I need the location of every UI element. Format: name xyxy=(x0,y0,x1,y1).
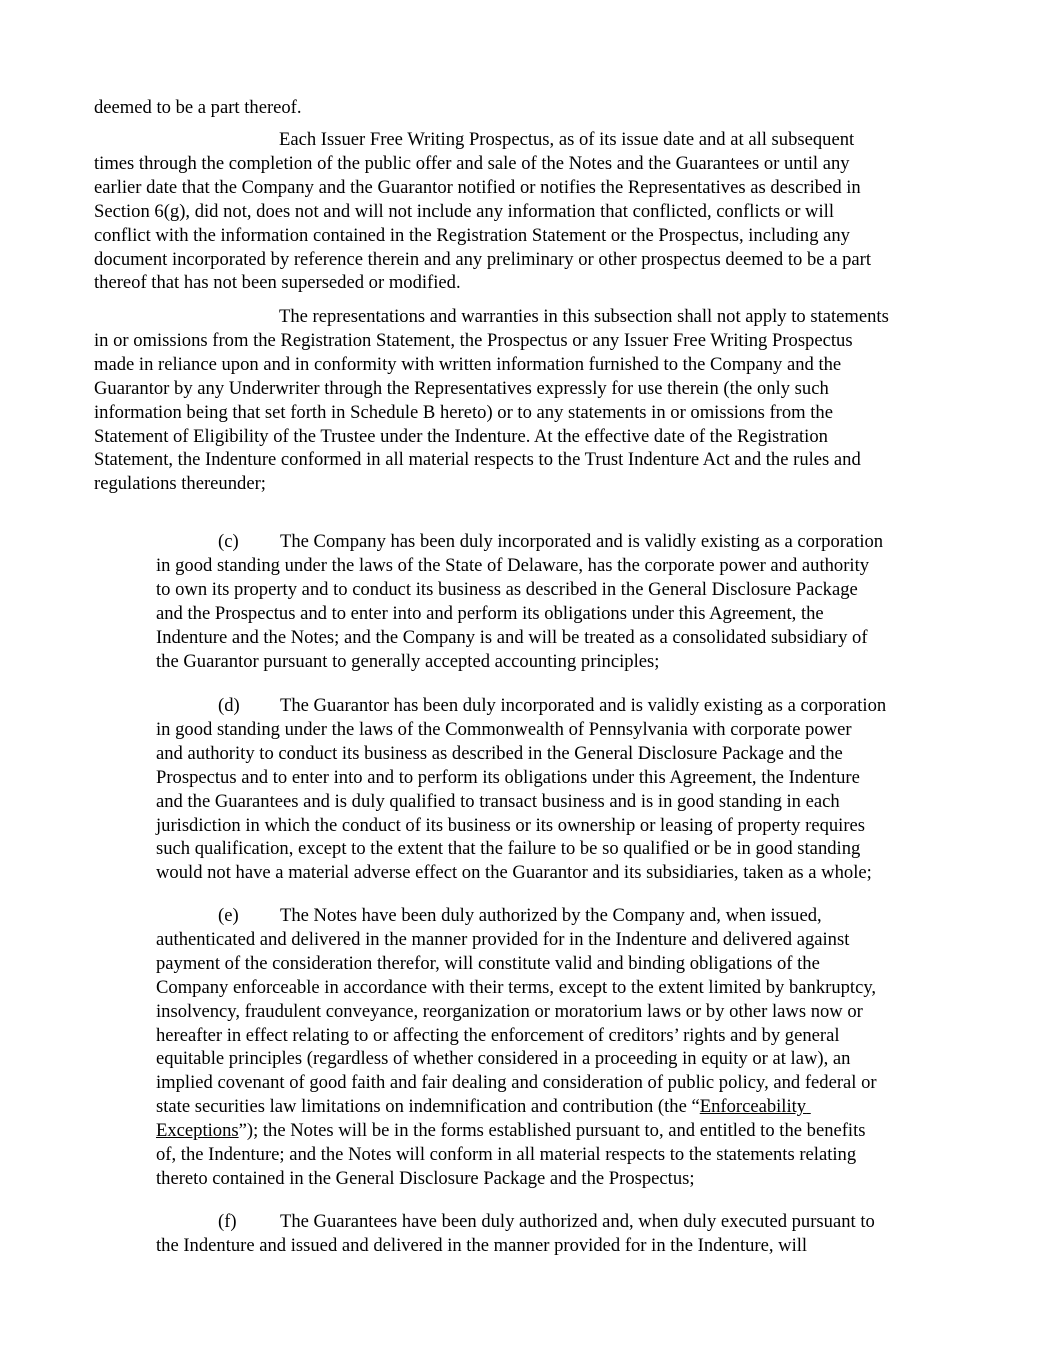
clause-c: (c) The Company has been duly incorporated and is validly existing as a corporation in good standing under the laws of the State of Delaware, has the corporate power and authority to own its property and to conduct its business as described in the General Disclosure Package and the Prospectus and to enter into and perform its obligations under this Agreement, the Indenture and the Notes; and the Company is and will be treated as a consolidated subsidiary of the Guarantor pursuant to generally accepted accounting principles; xyxy=(156,531,884,672)
clause-label: (c) xyxy=(218,531,239,552)
clause-e: (e) The Notes have been duly authorized by the Company and, when issued, authenticated and delivered in the manner provided for in the Indenture and delivered against payment of the consideration therefor, will constitute valid and binding obligations of the Company enforceable in accordance with their terms, except to the extent limited by bankruptcy, insolvency, fraudulent conveyance, reorganization or moratorium laws or by other laws now or hereafter in effect relating to or affecting the enforcement of creditors’ rights and by general equitable principles (regardless of whether considered in a proceeding in equity or at law), an implied covenant of good faith and fair dealing and consideration of public policy, and federal or state securities law limitations on indemnification and contribution (the “Enforceability Exceptions”); the Notes will be in the forms established pursuant to, and entitled to the benefits of, the Indenture; and the Notes will conform in all material respects to the statements relating thereto contained in the General Disclosure Package and the Prospectus; xyxy=(156,905,877,1189)
clause-label: (e) xyxy=(218,905,239,926)
clause-d: (d) The Guarantor has been duly incorporated and is validly existing as a corporation in good standing under the laws of the Commonwealth of Pennsylvania with corporate power and authority to conduct its business as described in the General Disclosure Package and the Prospectus and to enter into and to perform its obligations under this Agreement, the Indenture and the Guarantees and is duly qualified to transact business and is in good standing in each jurisdiction in which the conduct of its business or its ownership or leasing of property requires such qualification, except to the extent that the failure to be so qualified or be in good standing would not have a material adverse effect on the Guarantor and its subsidiaries, taken as a whole; xyxy=(156,695,887,884)
defined-term-enforceability: Enforceability xyxy=(699,1096,807,1118)
continuation-text: deemed to be a part thereof. xyxy=(94,97,302,118)
clause-label: (d) xyxy=(218,695,240,716)
paragraph-representations-warranties: The representations and warranties in this subsection shall not apply to statements in or omissions from the Registration Statement, the Prospectus or any Issuer Free Writing Prospectus made in reliance upon and in conformity with written information furnished to the Company and the Guarantor by any Underwriter through the Representatives expressly for use therein (the only such information being that set forth in Schedule B hereto) or to any statements in or omissions from the Statement of Eligibility of the Trustee under the Indenture. At the effective date of the Registration Statement, the Indenture conformed in all material respects to the Trust Indenture Act and the rules and regulations thereunder; xyxy=(94,306,889,495)
defined-term-exceptions: Exceptions xyxy=(156,1120,239,1142)
paragraph-issuer-free-writing-prospectus: Each Issuer Free Writing Prospectus, as of its issue date and at all subsequent times through the completion of the public offer and sale of the Notes and the Guarantees or until any earlier date that the Company and the Guarantor notified or notifies the Representatives as described in Section 6(g), did not, does not and will not include any information that conflicted, conflicts or will conflict with the information contained in the Registration Statement or the Prospectus, including any document incorporated by reference therein and any preliminary or other prospectus deemed to be a part thereof that has not been superseded or modified. xyxy=(94,129,871,294)
clause-f: (f) The Guarantees have been duly authorized and, when duly executed pursuant to the Indenture and issued and delivered in the manner provided for in the Indenture, will xyxy=(156,1211,875,1256)
clause-label: (f) xyxy=(218,1211,237,1232)
